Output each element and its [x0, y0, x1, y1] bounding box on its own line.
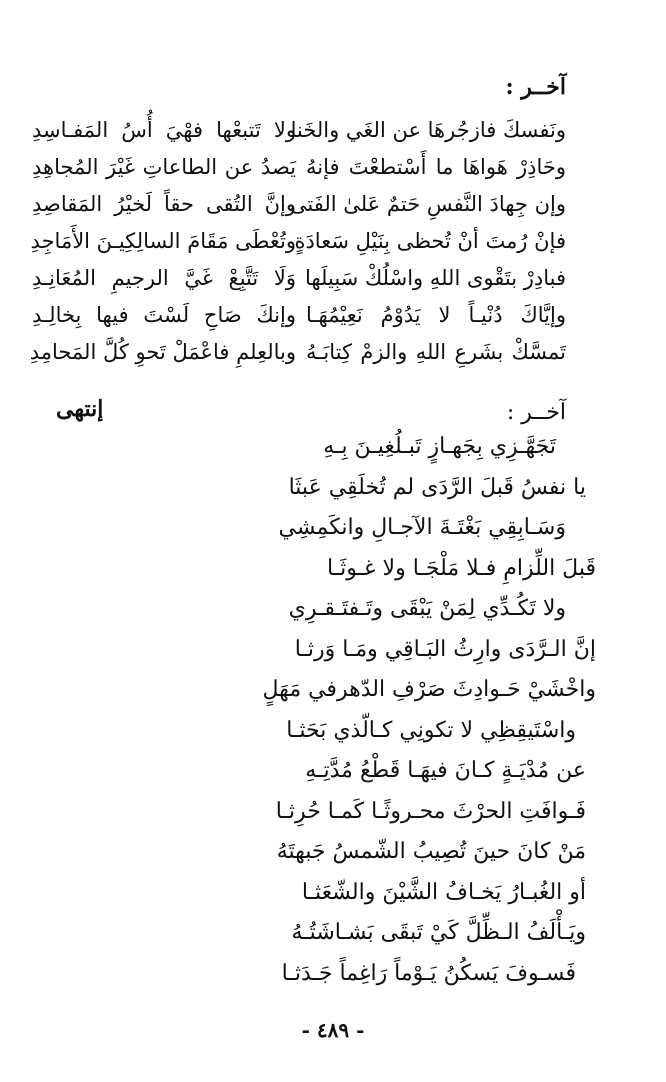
poem-line [46, 432, 606, 473]
poem-line [46, 473, 606, 514]
couplet-first-hemistich: تَمسَّكْ بشَرعِ اللهِ والزمْ كِتابَـهُ [306, 340, 566, 364]
poem-line [46, 635, 606, 676]
poem-line [46, 594, 606, 635]
poem-block [46, 432, 606, 999]
poem-line [46, 878, 606, 919]
couplet-line [32, 118, 626, 155]
couplet-block [29, 118, 626, 377]
couplet-line [32, 266, 626, 303]
couplet-second-hemistich: ولا تَتبعْها فهْيَ أُسُ المَفـاسِدِ [32, 118, 296, 142]
poem-line-text: ولا تَكُـدِّي لِمَنْ يَبْقَى وتَـفتَـقـرِي [288, 596, 566, 621]
couplet-line [29, 340, 626, 377]
poem-line [46, 554, 606, 595]
couplet-second-hemistich: وبالعِلمِ فاعْمَلْ تَحوِ كُلَّ المَحامِدِ [29, 340, 296, 364]
poem-line-text: فَـوافَتِ الحرْثَ محـروثًـا كَمـا حُرِثـا [275, 798, 586, 824]
couplet-first-hemistich: وإن جِهادَ النَّفسِ حَتمٌ عَلىٰ الفَتى [289, 192, 566, 216]
page-number: - ٤٨٩ - [301, 1018, 365, 1042]
poem-line-text: واسْتَيقِظِي لا تكونِي كـالّذي بَحَثـا [286, 717, 576, 743]
poem-line-text: ويَـأْلَفُ الـظِّلَّ كَيْ تَبقَى بَشـاشَتُـهُ [291, 920, 586, 945]
poem-line-text: عن مُدْيَـةٍ كـانَ فيهَـا قَطْعُ مُدَّتِـهِ [305, 758, 586, 783]
poem-line [46, 918, 606, 959]
poem-line-text: مَنْ كانَ حينَ تُصِيبُ الشّمسُ جَبهتَهُ [276, 839, 586, 864]
couplet-line [32, 155, 626, 192]
poem-line [46, 513, 606, 554]
couplet-line [30, 229, 626, 266]
couplet-first-hemistich: وحَاذِرْ هَواهَا ما أَسْتطعْتَ فإنهُ [306, 155, 566, 179]
end-marker: إنتهى [56, 396, 104, 422]
poem-line-text: فَسـوفَ يَسكُنُ يَـوْماً رَاغِماً جَـدَثـا [281, 960, 576, 986]
poem-line-text: أو الغُبـارُ يَخـافُ الشَّيْنَ والشّعَثـا [301, 879, 586, 905]
couplet-second-hemistich: وتُعْطَى مَقَامَ السالِكِيـنَ الأَمَاجِدِ [30, 229, 296, 253]
couplet-first-hemistich: فبادِرْ بتَقْوى اللهِ واسْلُكْ سَبِيلَها [304, 266, 566, 290]
poem-line-text: تَجَهَّـزِي بِجَهـازٍ تَبـلُغِيـنَ بِـهِ [323, 434, 556, 459]
poem-line [46, 797, 606, 838]
couplet-second-hemistich: وإنكَ صَاحِ لَسْتَ فيها بِخالِـدِ [32, 303, 296, 327]
couplet-first-hemistich: فإنْ رُمتَ أنْ تُحظى بِنَيْلِ سَعادَةٍ [294, 229, 566, 253]
poem-line [46, 716, 606, 757]
couplet-first-hemistich: وإيَّاكَ دُنْيـاً لا يَدُوْمُ نَعِيْمُهَـا [306, 303, 566, 327]
section-heading-akhar-1: آخــر : [505, 74, 566, 100]
poem-line [46, 756, 606, 797]
poem-line-text: يا نفسُ قَبلَ الرَّدَى لم تُخلَقِي عَبثَا [288, 474, 586, 500]
poem-line [46, 959, 606, 1000]
poem-line-text: واخْشَيْ حَـوادِثَ صَرْفِ الدّهرفي مَهَلٍ [262, 677, 596, 702]
poem-line [46, 675, 606, 716]
poem-line-text: وَسَـابِقِي بَغْتَـةَ الآجـالِ وانكَمِشِي [278, 515, 566, 540]
section-heading-akhar-2: آخــر : [506, 400, 566, 425]
couplet-line [32, 303, 626, 340]
couplet-line [32, 192, 626, 229]
couplet-second-hemistich: وَلَا تَتَّبِعْ غَيَّ الرجيمِ المُعَانِـدِ [32, 266, 296, 290]
poem-line-text: قَبلَ اللِّزامِ فـلا مَلْجَـا ولا غـوثَـا [326, 555, 596, 581]
poem-line-text: إنَّ الـرَّدَى وارِثُ البَـاقِي ومَـا وَرثـا [294, 636, 596, 662]
couplet-first-hemistich: ونَفسكَ فازجُرهَا عن الغَي والخَنا [290, 118, 566, 142]
poem-line [46, 837, 606, 878]
couplet-second-hemistich: يَصدُ عن الطاعاتِ غَيْرَ المُجاهِدِ [32, 155, 296, 179]
couplet-second-hemistich: وإنَّ التُقى حقاً لَخيْرُ المَقاصِدِ [32, 192, 296, 216]
